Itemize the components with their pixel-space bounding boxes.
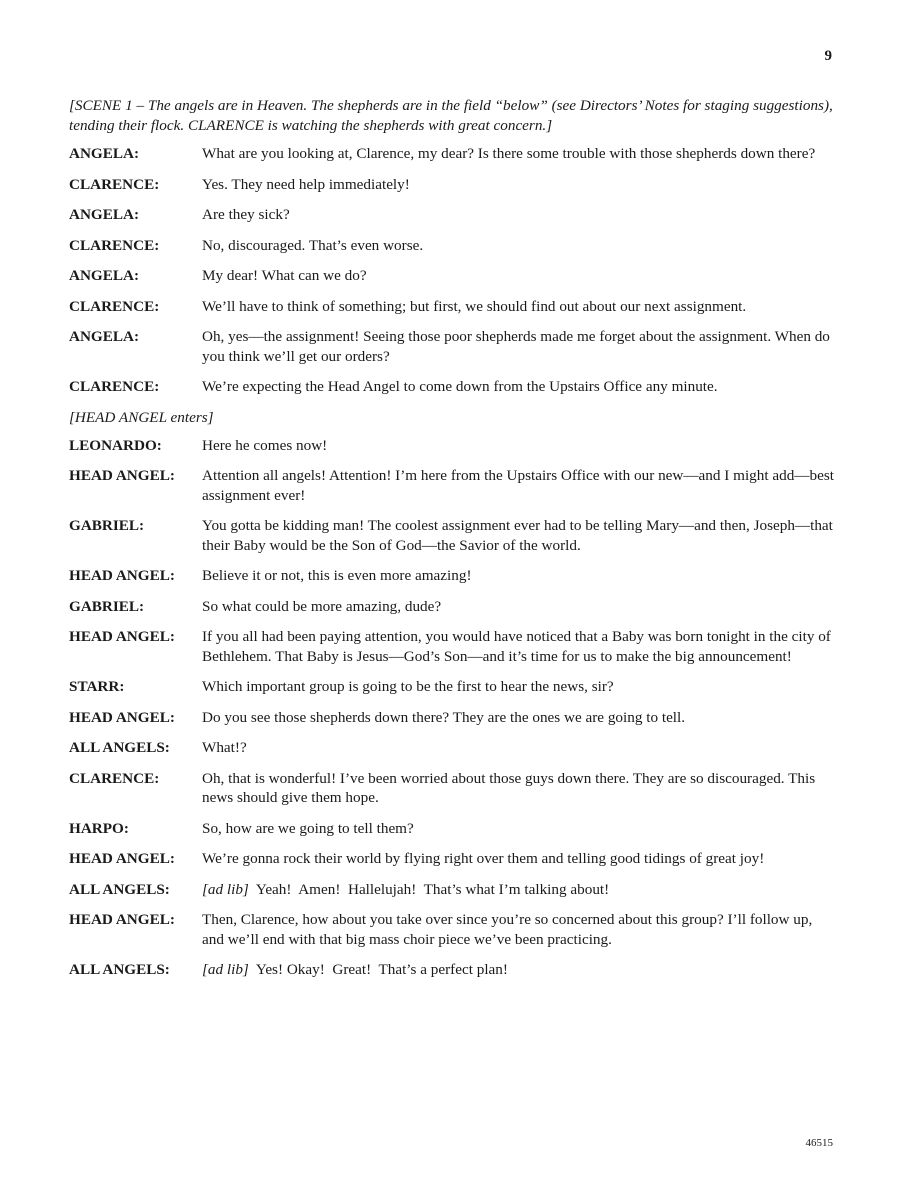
stage-direction: [HEAD ANGEL enters] [69, 408, 214, 426]
dialogue-text: Believe it or not, this is even more amazing! [202, 567, 472, 584]
dialogue-text: So what could be more amazing, dude? [202, 597, 442, 615]
dialogue-line [69, 236, 835, 256]
speaker-name: CLARENCE: [69, 378, 160, 395]
dialogue-line [69, 266, 835, 286]
speaker-name: HARPO: [69, 819, 129, 837]
dialogue-block-2 [69, 436, 835, 869]
dialogue-text: What are you looking at, Clarence, my dear? Is there some trouble with those shepherds down there? [202, 145, 816, 162]
dialogue-line [69, 566, 835, 586]
speaker-name: ANGELA: [69, 206, 140, 223]
dialogue-line [69, 708, 835, 728]
speaker-name: GABRIEL: [69, 517, 145, 534]
dialogue-line [69, 144, 835, 164]
dialogue-line [69, 205, 835, 225]
scene-direction: [SCENE 1 – The angels are in Heaven. The shepherds are in the field “below” (see Directors’ Notes for staging suggestions), tending their flock. CLARENCE is watching the shepherds with great concern.] [69, 97, 833, 134]
dialogue-text: Then, Clarence, how about you take over since you’re so concerned about this group? I’ll follow up, and we’ll end with that big mass choir piece we’ve been practicing. [202, 911, 813, 948]
dialogue-text: Here he comes now! [202, 436, 328, 454]
speaker-name: STARR: [69, 678, 125, 695]
dialogue-text: Oh, that is wonderful! I’ve been worried about those guys down there. They are so discouraged. This news should give them hope. [202, 769, 816, 806]
dialogue-text: Yes. They need help immediately! [202, 175, 410, 193]
dialogue-block-1 [69, 144, 835, 397]
dialogue-line [69, 466, 835, 505]
dialogue-line [69, 175, 835, 195]
dialogue-line [69, 436, 835, 456]
dialogue-line [69, 677, 835, 697]
catalog-number: 46515 [805, 1137, 833, 1149]
speaker-name: ANGELA: [69, 145, 140, 162]
speaker-name: HEAD ANGEL: [69, 708, 175, 726]
speaker-name: HEAD ANGEL: [69, 467, 175, 484]
dialogue-line [69, 297, 835, 317]
dialogue-line [69, 849, 835, 869]
dialogue-text: Do you see those shepherds down there? They are the ones we are going to tell. [202, 708, 686, 726]
dialogue-line [69, 597, 835, 617]
dialogue-text: Attention all angels! Attention! I’m here from the Upstairs Office with our new—and I might add—best assignment ever! [202, 467, 834, 504]
speaker-name: ANGELA: [69, 328, 140, 345]
dialogue-text: We’re gonna rock their world by flying right over them and telling good tidings of great joy! [202, 850, 765, 867]
dialogue-line [69, 880, 835, 900]
speaker-name: ALL ANGELS: [69, 739, 170, 756]
dialogue-text: My dear! What can we do? [202, 267, 367, 284]
dialogue-line [69, 327, 835, 366]
dialogue-line [69, 738, 835, 758]
speaker-name: ANGELA: [69, 267, 140, 284]
speaker-name: HEAD ANGEL: [69, 850, 175, 867]
dialogue-line [69, 516, 835, 555]
dialogue-text: We’re expecting the Head Angel to come down from the Upstairs Office any minute. [202, 378, 718, 395]
dialogue-text: What!? [202, 739, 247, 756]
dialogue-words: Yeah! Amen! Hallelujah! That’s what I’m talking about! [248, 880, 610, 898]
dialogue-text: You gotta be kidding man! The coolest assignment ever had to be telling Mary—and then, Joseph—that their Baby would be the Son of God—the Savior of the world. [202, 517, 833, 554]
speaker-name: LEONARDO: [69, 436, 162, 454]
dialogue-words: Yes! Okay! Great! That’s a perfect plan! [248, 961, 508, 978]
speaker-name: ALL ANGELS: [69, 961, 170, 978]
dialogue-line [69, 960, 835, 980]
dialogue-text [202, 960, 835, 980]
dialogue-text: So, how are we going to tell them? [202, 819, 414, 837]
speaker-name: HEAD ANGEL: [69, 911, 175, 928]
speaker-name: ALL ANGELS: [69, 880, 170, 898]
speaker-name: CLARENCE: [69, 297, 160, 315]
dialogue-text: No, discouraged. That’s even worse. [202, 236, 424, 254]
dialogue-line [69, 819, 835, 839]
dialogue-text: Which important group is going to be the first to hear the news, sir? [202, 678, 614, 695]
speaker-name: HEAD ANGEL: [69, 628, 175, 645]
ad-lib-note: [ad lib] [202, 880, 249, 898]
dialogue-text: Are they sick? [202, 206, 290, 223]
dialogue-line [69, 377, 835, 397]
speaker-name: CLARENCE: [69, 769, 160, 787]
dialogue-text: We’ll have to think of something; but first, we should find out about our next assignment. [202, 297, 747, 315]
speaker-name: CLARENCE: [69, 175, 160, 193]
dialogue-text [202, 880, 835, 900]
speaker-name: GABRIEL: [69, 597, 145, 615]
dialogue-text: Oh, yes—the assignment! Seeing those poor shepherds made me forget about the assignment. When do you think we’ll get our orders? [202, 328, 830, 365]
dialogue-text: If you all had been paying attention, you would have noticed that a Baby was born tonight in the city of Bethlehem. That Baby is Jesus—God’s Son—and it’s time for us to make the big announcement! [202, 628, 831, 665]
dialogue-line [69, 769, 835, 808]
dialogue-line [69, 627, 835, 666]
ad-lib-note: [ad lib] [202, 961, 249, 978]
speaker-name: CLARENCE: [69, 236, 160, 254]
page-number: 9 [824, 48, 832, 64]
script-page [69, 96, 835, 991]
dialogue-line [69, 910, 835, 949]
speaker-name: HEAD ANGEL: [69, 567, 175, 584]
